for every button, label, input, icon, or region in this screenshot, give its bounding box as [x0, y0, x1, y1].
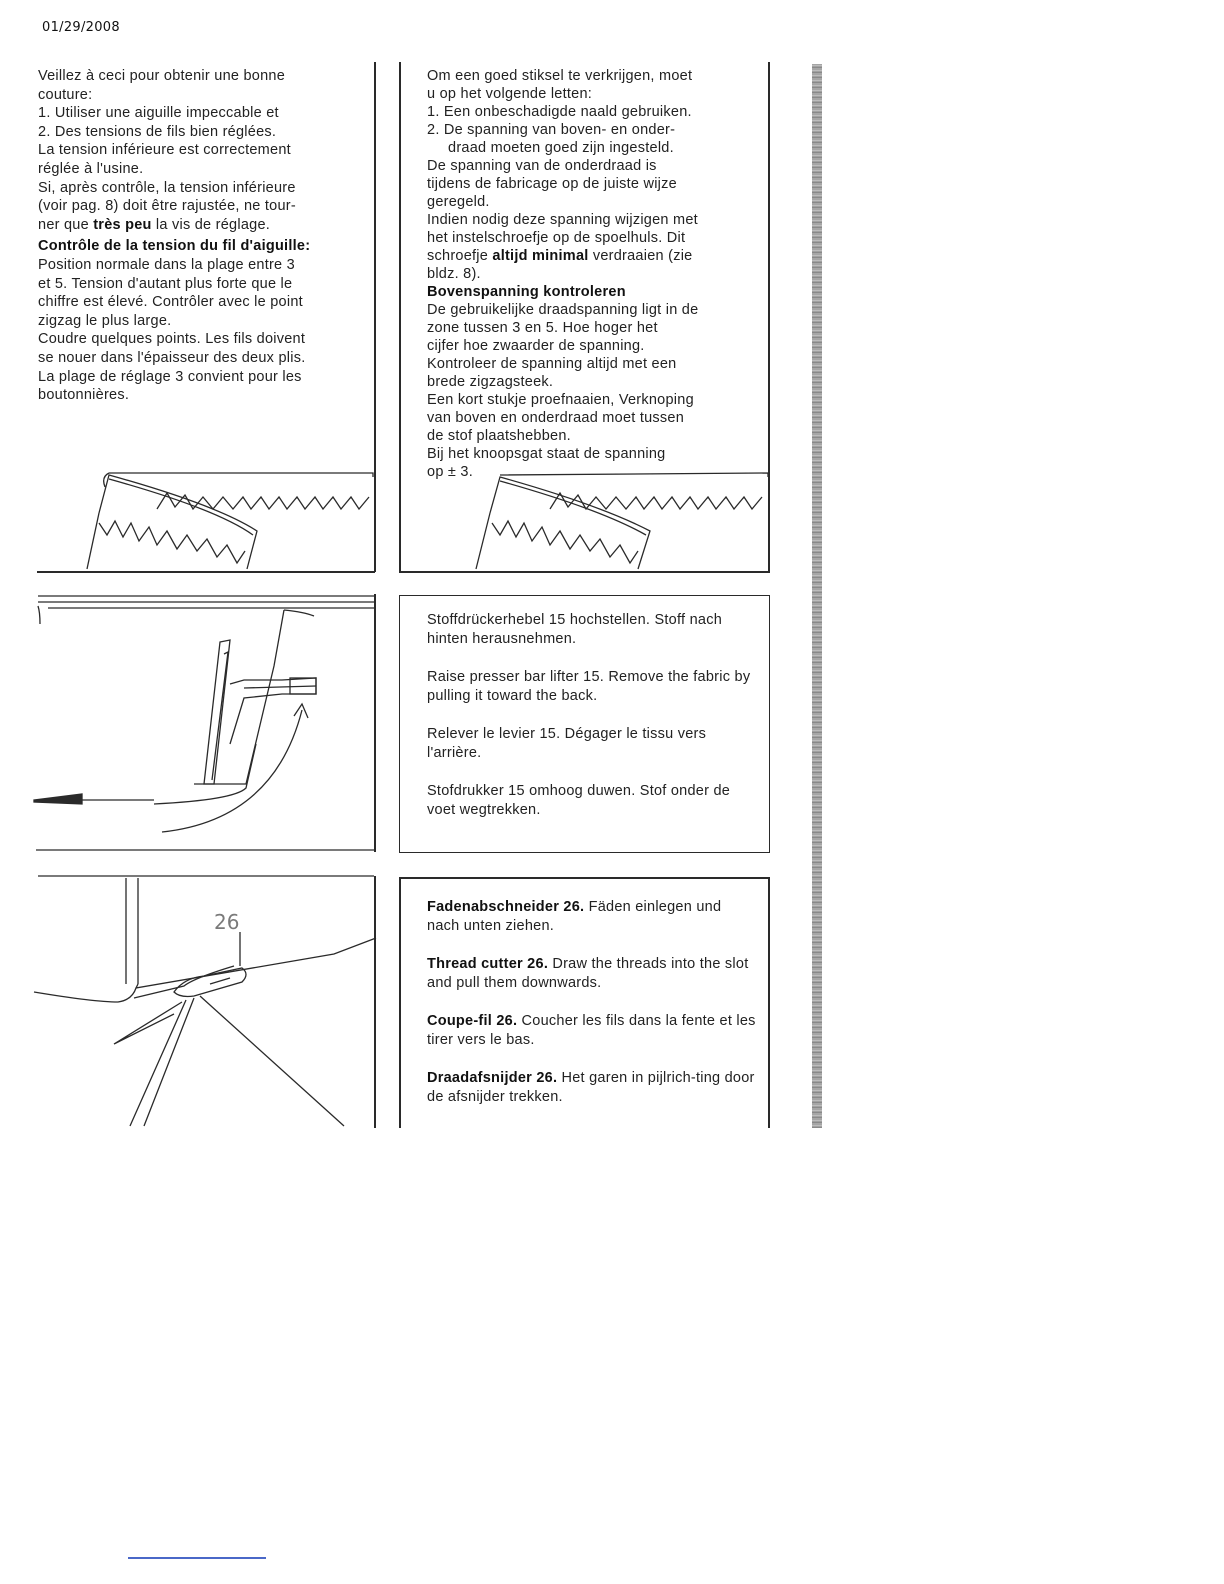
- cutter-nl-body: Het garen in pijlrich-ting door de afsnijder trekken.: [427, 1070, 755, 1105]
- cutter-box-left: [399, 877, 401, 1128]
- fr-line2-6: se nouer dans l'épaisseur des deux plis.: [38, 349, 306, 366]
- cutter-en-title: Thread cutter 26.: [427, 956, 549, 972]
- nl-heading: [427, 283, 767, 301]
- zigzag-fabric-illustration-right: [400, 465, 770, 575]
- nl-emphasis: altijd minimal: [492, 248, 589, 264]
- fr-line2-4: zigzag le plus large.: [38, 312, 172, 329]
- cutter-fr-title: Coupe-fil 26.: [427, 1013, 518, 1029]
- cutter-en: [427, 955, 757, 993]
- scan-edge-shadow: [812, 64, 822, 1128]
- nl-line-9: Indien nodig deze spanning wijzigen met: [427, 212, 698, 228]
- cutter-en-body: Draw the threads into the slot and pull them downwards.: [427, 956, 749, 991]
- nl-line-6: De spanning van de onderdraad is: [427, 158, 657, 174]
- presser-nl: Stofdrukker 15 omhoog duwen. Stof onder de voet wegtrekken.: [427, 783, 731, 818]
- zigzag-fabric-illustration-left: [37, 465, 377, 575]
- fr-line-6: réglée à l'usine.: [38, 160, 144, 177]
- scan-date: 01/29/2008: [42, 20, 120, 35]
- presser-de: Stoffdrückerhebel 15 hochstellen. Stoff nach hinten herausnehmen.: [427, 612, 723, 647]
- fr-line-8: (voir pag. 8) doit être rajustée, ne tour-: [38, 198, 296, 215]
- fr-line-4: 2. Des tensions de fils bien réglées.: [38, 123, 277, 140]
- fr-line2-1: Position normale dans la plage entre 3: [38, 256, 295, 273]
- cutter-nl: [427, 1069, 757, 1107]
- middle-left-divider: [374, 594, 376, 852]
- nl-line-2: u op het volgende letten:: [427, 86, 593, 102]
- bottom-left-divider: [374, 876, 376, 1128]
- fr-line2-8: boutonnières.: [38, 387, 130, 404]
- cutter-fr-body: Coucher les fils dans la fente et les tirer vers le bas.: [427, 1013, 756, 1048]
- cutter-de-title: Fadenabschneider 26.: [427, 899, 585, 915]
- thread-cutter-callout-26: 26: [214, 910, 240, 934]
- fr-heading-text: Contrôle de la tension du fil d'aiguille:: [38, 238, 311, 255]
- fr-heading: [38, 237, 368, 256]
- presser-fr: Relever le levier 15. Dégager le tissu vers l'arrière.: [427, 726, 707, 761]
- nl-line-1: Om een goed stiksel te verkrijgen, moet: [427, 68, 693, 84]
- nl-line-12: bldz. 8).: [427, 266, 481, 282]
- fr-emphasis: très peu: [93, 216, 152, 233]
- fr-line-9-post: la vis de réglage.: [151, 216, 271, 233]
- thread-cutter-illustration: [34, 874, 379, 1134]
- cutter-fr: [427, 1012, 757, 1050]
- nl-line2-9: Bij het knoopsgat staat de spanning: [427, 446, 666, 462]
- presser-bar-lifter-illustration: [34, 594, 379, 854]
- fr-line-7: Si, après contrôle, la tension inférieure: [38, 179, 296, 196]
- fr-line2-2: et 5. Tension d'autant plus forte que le: [38, 275, 293, 292]
- fr-line2-7: La plage de réglage 3 convient pour les: [38, 368, 302, 385]
- nl-line-7: tijdens de fabricage op de juiste wijze: [427, 176, 677, 192]
- fr-line-2: couture:: [38, 86, 93, 103]
- cutter-nl-title: Draadafsnijder 26.: [427, 1070, 558, 1086]
- nl-line2-8: de stof plaatshebben.: [427, 428, 571, 444]
- nl-line-3: 1. Een onbeschadigde naald gebruiken.: [427, 104, 692, 120]
- presser-en: Raise presser bar lifter 15. Remove the fabric by pulling it toward the back.: [427, 669, 751, 704]
- cutter-box-top: [399, 877, 770, 879]
- nl-line2-4: Kontroleer de spanning altijd met een: [427, 356, 677, 372]
- cutter-instructions-text: [427, 898, 757, 1126]
- nl-line-4: 2. De spanning van boven- en onder-: [427, 122, 676, 138]
- nl-line-11-post: verdraaien (zie: [588, 248, 693, 264]
- cutter-de-body: Fäden einlegen und nach unten ziehen.: [427, 899, 722, 934]
- fr-line-3: 1. Utiliser une aiguille impeccable et: [38, 105, 279, 122]
- nl-line-8: geregeld.: [427, 194, 490, 210]
- dutch-text-block: [427, 67, 767, 481]
- fr-line2-3: chiffre est élevé. Contrôler avec le point: [38, 294, 303, 311]
- cutter-de: [427, 898, 757, 936]
- nl-line2-7: van boven en onderdraad moet tussen: [427, 410, 685, 426]
- fr-line-9: [38, 216, 368, 235]
- french-text-block: [38, 67, 368, 405]
- fr-line-9-pre: ner que: [38, 216, 94, 233]
- nl-line2-3: cijfer hoe zwaarder de spanning.: [427, 338, 645, 354]
- nl-line-10: het instelschroefje op de spoelhuls. Dit: [427, 230, 686, 246]
- nl-line-11: [427, 247, 767, 265]
- nl-line-5: draad moeten goed zijn ingesteld.: [448, 140, 674, 156]
- footer-rule: [128, 1557, 266, 1559]
- fr-line-5: La tension inférieure est correctement: [38, 142, 291, 159]
- nl-line2-2: zone tussen 3 en 5. Hoe hoger het: [427, 320, 658, 336]
- nl-line-11-pre: schroefje: [427, 248, 493, 264]
- presser-instructions-text: [427, 611, 757, 839]
- nl-heading-text: Bovenspanning kontroleren: [427, 284, 626, 300]
- fr-line2-5: Coudre quelques points. Les fils doivent: [38, 331, 306, 348]
- cutter-box-right: [768, 877, 770, 1128]
- nl-line2-10: op ± 3.: [427, 464, 473, 480]
- fr-line-1: Veillez à ceci pour obtenir une bonne: [38, 68, 286, 84]
- nl-line2-6: Een kort stukje proefnaaien, Verknoping: [427, 392, 694, 408]
- nl-line2-1: De gebruikelijke draadspanning ligt in de: [427, 302, 699, 318]
- nl-line2-5: brede zigzagsteek.: [427, 374, 554, 390]
